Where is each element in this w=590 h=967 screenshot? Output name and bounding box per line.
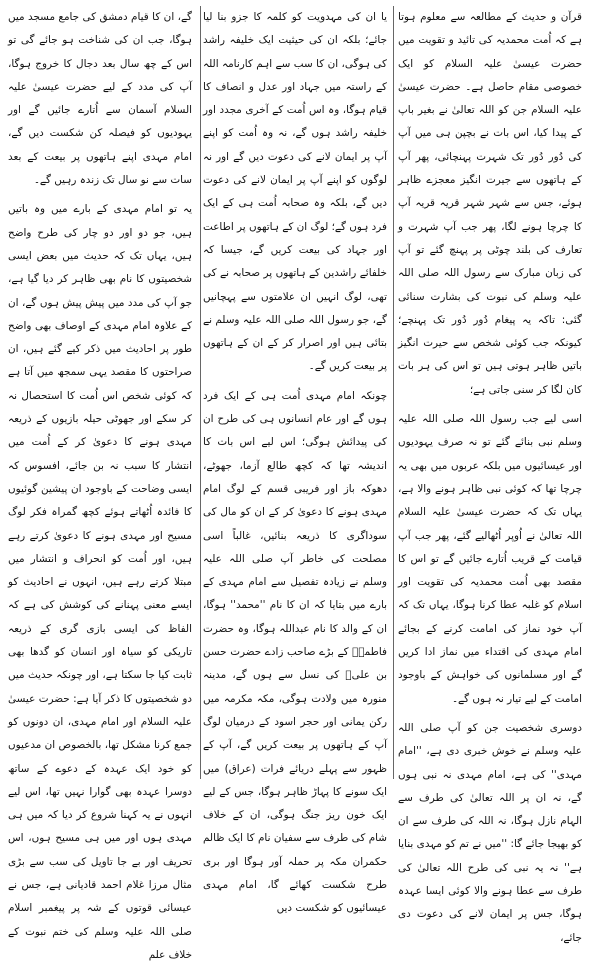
paragraph: دوسری شخصیت جن کو آپ صلی اللہ علیہ وسلم نے خوش خبری دی ہے، ''امام مہدی'' کی ہے، امام مہدی نہ نبی ہوں گے، نہ ان پر اللہ تعالیٰ کی طرف سے الہام نازل ہوگا، نہ اللہ کی طرف سے ان کو بھیجا جائے گا: ''میں نے تم کو مہدی بنایا ہے'' نہ یہ نبی کی طرح اللہ تعالیٰ کی طرف سے عطا ہونے والا کوئی ایسا عہدہ ہوگا، جس پر ایمان لانے کی دعوت دی جائے،	[398, 721, 582, 944]
paragraph: یہ تو امام مہدی کے بارے میں وہ باتیں ہیں، جو دو اور دو چار کی طرح واضح ہیں، یہاں تک کہ حدیث میں بعض ایسی شخصیتوں کا نام بھی ظاہر کر دیا گیا ہے، جو آپ کی مدد میں پیش پیش ہوں گے، ان کے علاوہ امام مہدی کے اوصاف بھی واضح طور پر احادیث میں ذکر کیے گئے ہیں، ان صراحتوں کا مقصد یہی سمجھ میں آتا ہے کہ کوئی شخص اس اُمت کا استحصال نہ کر سکے اور جھوٹی حیلہ بازیوں کے ذریعہ مہدی ہونے کا دعویٰ کر کے اُمت میں انتشار کا سبب نہ بن جائے، افسوس کہ ایسی وضاحت کے باوجود ان پیشین گوئیوں کا فائدہ اُٹھاتے ہوئے کچھ گمراہ فکر لوگ مسیح اور مہدی ہونے کا دعویٰ کرتے رہے ہیں، اور اُمت کو انحراف و انتشار میں مبتلا کرتے رہے ہیں، انہوں نے احادیث کو ایسے معنی پہنانے کی کوشش کی ہے کہ الفاظ کی ایسی بازی گری کے ذریعہ تاریکی کو سیاہ اور انسان کو گدھا بھی ثابت کیا جا سکتا ہے، اور چونکہ حدیث میں دو شخصیتوں کا ذکر آیا ہے: حضرت عیسیٰ علیہ السلام اور امام مہدی، ان دونوں کو جمع کرنا مشکل تھا، بالخصوص ان مدعیوں کو خود ایک عہدہ کے دعوے کے ساتھ دوسرا عہدہ بھی گوارا نہیں تھا، اس لیے انہوں نے یہ کہنا شروع کر دیا کہ میں ہی مہدی ہوں اور میں ہی مسیح ہوں، اس تحریف اور بے جا تاویل کی سب سے بڑی مثال مرزا غلام احمد قادیانی ہے، جس نے عیسائی قوتوں کے شہ پر پیغمبر اسلام صلی اللہ علیہ وسلم کی ختم نبوت کے خلاف علم	[8, 203, 192, 961]
column-divider	[393, 6, 394, 779]
text-column-right	[398, 6, 582, 944]
text-column-middle	[203, 6, 387, 915]
paragraph: یا ان کی مہدویت کو کلمہ کا جزو بنا لیا جائے؛ بلکہ ان کی حیثیت ایک خلیفہ راشد کی ہوگی، ان کا سب سے اہم کارنامہ اللہ کے راستہ میں جہاد اور عدل و انصاف کا قیام ہوگا، وہ اس اُمت کے آخری مجدد اور خلیفہ راشد ہوں گے، نہ وہ اُمت کو اپنے آپ پر ایمان لانے کی دعوت دیں گے اور نہ لوگوں کو اپنے آپ پر ایمان لانے کی دعوت دیں گے، بلکہ وہ صحابہ اُمت ہی کے ایک فرد ہوں گے؛ لوگ ان کے ہاتھوں پر اطاعت اور جہاد کی بیعت کریں گے، جیسا کہ خلفائے راشدین کے ہاتھوں پر صحابہ نے کی تھی، لوگ انہیں ان علامتوں سے پہچانیں گے، جو رسول اللہ صلی اللہ علیہ وسلم نے بتائی ہیں اور اصرار کر کے ان کے ہاتھوں پر بیعت کریں گے۔	[203, 11, 387, 373]
paragraph: اسی لیے جب رسول اللہ صلی اللہ علیہ وسلم نبی بنائے گئے تو نہ صرف یہودیوں اور عیسائیوں میں بلکہ عربوں میں بھی یہ چرچا تھا کہ کوئی نبی ظاہر ہونے والا ہے، یہاں تک کہ حضرت عیسیٰ علیہ السلام اللہ تعالیٰ نے اُوپر اُٹھالیے گئے، پھر جب آپ قیامت کے قریب اُتارے جائیں گے تو اس کا مقصد بھی اُمت محمدیہ کی تقویت اور اسلام کو غلبہ عطا کرنا ہوگا، یہاں تک کہ آپ خود نماز کی امامت کرنے کے بجائے امام مہدی کی اقتداء میں نماز ادا کریں گے اور مسلمانوں کی خواہش کے باوجود امامت کے لیے تیار نہ ہوں گے۔	[398, 413, 582, 705]
paragraph: چونکہ امام مہدی اُمت ہی کے ایک فرد ہوں گے اور عام انسانوں ہی کی طرح ان کی پیدائش ہوگی؛ اس لیے اس بات کا اندیشہ تھا کہ کچھ طالع آزما، جھوٹے، دھوکہ باز اور فریبی قسم کے لوگ امام مہدی ہونے کا دعویٰ کر کے ان کو مال کی سوداگری کا ذریعہ بنائیں، غالباً اسی مصلحت کی خاطر آپ صلی اللہ علیہ وسلم نے زیادہ تفصیل سے امام مہدی کے بارے میں بتایا کہ ان کا نام ''محمد'' ہوگا، ان کے والد کا نام عبداللہ ہوگا، وہ حضرت فاطمہؓ کے بڑے صاحب زادے حضرت حسن بن علیؓ کی نسل سے ہوں گے، مدینہ منورہ میں ولادت ہوگی، مکہ مکرمہ میں رکن یمانی اور حجر اسود کے درمیان لوگ آپ کے ہاتھوں پر بیعت کریں گے، آپ کے ظہور سے پہلے دریائے فرات (عراق) میں ایک سونے کا پہاڑ ظاہر ہوگا، جس کے لیے ایک خون ریز جنگ ہوگی، ان کے خلاف شام کی طرف سے سفیان نام کا ایک ظالم حکمران مکہ پر حملہ آور ہوگا اور بری طرح شکست کھائے گا، امام مہدی عیسائیوں کو شکست دیں	[203, 389, 387, 915]
column-divider	[200, 6, 201, 779]
paragraph: گے، ان کا قیام دمشق کی جامع مسجد میں ہوگا، جب ان کی شناخت ہو جائے گی تو اس کے چھ سال بعد دجال کا خروج ہوگا، آپ کی مدد کے لیے حضرت عیسیٰ علیہ السلام آسمان سے اُتارے جائیں گے اور یہودیوں کو فیصلہ کن شکست دیں گے، امام مہدی اپنے ہاتھوں پر بیعت کے بعد سات سے نو سال تک زندہ رہیں گے۔	[8, 11, 192, 187]
paragraph: قرآن و حدیث کے مطالعہ سے معلوم ہوتا ہے کہ اُمت محمدیہ کی تائید و تقویت میں حضرت عیسیٰ علیہ السلام کو ایک خصوصی مقام حاصل ہے۔ حضرت عیسیٰ علیہ السلام جن کو اللہ تعالیٰ نے بغیر باپ کے پیدا کیا، اس بات نے بچپن ہی میں آپ کی دُور دُور تک شہرت پہنچائی، پھر آپ کے ہاتھوں سے جیرت انگیز معجزے ظاہر ہوئے، جس سے شہر شہر قریہ قریہ آپ کا چرچا ہونے لگا، پھر جب آپ شہرت و تعارف کی بلند چوٹی پر پہنچ گئے تو آپ کی زبان مبارک سے رسول اللہ صلی اللہ علیہ وسلم کی نبوت کی بشارت سنائی گئی: تاکہ یہ پیغام دُور دُور تک پہنچے؛ کیونکہ جب کوئی شخص سے حیرت انگیز باتیں ظاہر ہوتی ہیں تو اس کی ہر بات کان لگا کر سنی جاتی ہے؛	[398, 11, 582, 396]
text-column-left	[8, 6, 192, 961]
